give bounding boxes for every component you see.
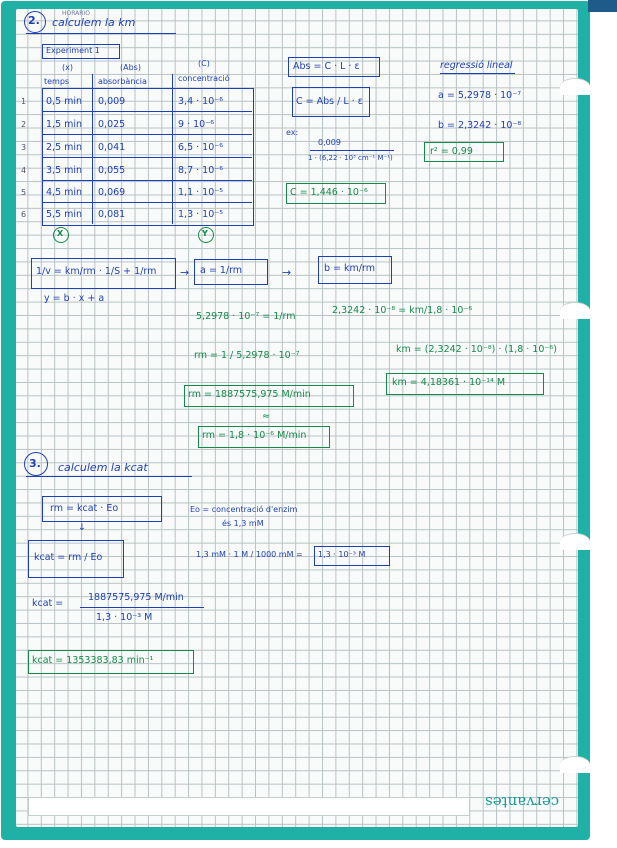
binder-hole (560, 78, 590, 95)
cell-conc: 1,1 · 10⁻⁵ (178, 187, 224, 198)
cell-temps: 4,5 min (46, 187, 83, 198)
binder-hole (560, 302, 590, 319)
col-letter-abs: (Abs) (120, 63, 141, 72)
eo-value: és 1,3 mM (222, 519, 264, 528)
cell-abs: 0,055 (98, 165, 126, 176)
header-concentration: concentració (178, 74, 230, 83)
c-formula: C = Abs / L · ε (296, 96, 363, 107)
kcat-calc-denominator: 1,3 · 10⁻³ M (96, 612, 153, 623)
r2-value: r² = 0,99 (430, 146, 473, 157)
table-row-divider (42, 111, 252, 112)
rm-result: rm = 1887575,975 M/min (188, 389, 311, 400)
cell-abs: 0,069 (98, 187, 126, 198)
row-number: 2 (21, 120, 27, 129)
km-result: km = 4,18361 · 10⁻¹⁴ M (392, 377, 506, 388)
cell-abs: 0,009 (98, 96, 126, 107)
cell-abs: 0,041 (98, 142, 126, 153)
b-substitution: 2,3242 · 10⁻⁸ = km/1,8 · 10⁻⁶ (332, 305, 473, 316)
eo-definition: Eo = concentració d'enzim (190, 505, 298, 514)
cell-conc: 6,5 · 10⁻⁶ (178, 142, 224, 153)
section-3-number: 3. (29, 457, 41, 470)
row-number: 6 (21, 210, 27, 219)
table-row-divider (42, 157, 252, 158)
kcat-formula: kcat = rm / Eo (34, 552, 103, 563)
fraction-bar (310, 150, 394, 151)
a-substitution: 5,2978 · 10⁻⁷ = 1/rm (196, 311, 296, 322)
cell-conc: 1,3 · 10⁻⁵ (178, 209, 224, 220)
linear-equation: y = b · x + a (44, 293, 105, 304)
down-arrow-icon: ↓ (78, 522, 86, 533)
b-value: b = 2,3242 · 10⁻⁸ (438, 120, 522, 131)
brand-logo: cervantes (485, 793, 560, 811)
section-3-title: calculem la kcat (58, 461, 148, 474)
kcat-result: kcat = 1353383,83 min⁻¹ (32, 655, 154, 666)
fraction-bar (80, 607, 204, 608)
cell-conc: 8,7 · 10⁻⁶ (178, 165, 224, 176)
a-definition: a = 1/rm (200, 265, 243, 276)
rm-calculation: rm = 1 / 5,2978 · 10⁻⁷ (194, 350, 300, 361)
binder-hole (560, 756, 590, 773)
stamp-text: HORARIO (62, 10, 90, 17)
km-calculation: km = (2,3242 · 10⁻⁸) · (1,8 · 10⁻⁶) (396, 344, 557, 355)
corner-tab (588, 0, 617, 12)
row-number: 1 (21, 97, 27, 106)
col-letter-c: (C) (198, 59, 210, 68)
cell-temps: 5,5 min (46, 209, 83, 220)
c-example-numerator: 0,009 (318, 138, 341, 147)
header-temps: temps (44, 77, 70, 86)
title-underline (26, 476, 192, 477)
c-example-denominator: 1 · (6,22 · 10³ cm⁻¹ M⁻¹) (308, 154, 393, 162)
cell-temps: 1,5 min (46, 119, 83, 130)
b-definition: b = km/rm (324, 263, 375, 274)
c-result: C = 1,446 · 10⁻⁶ (290, 187, 368, 198)
header-absorbance: absorbància (98, 77, 147, 86)
cell-temps: 2,5 min (46, 142, 83, 153)
regression-label: regressió lineal (440, 60, 513, 71)
section-2-title: calculem la km (52, 16, 136, 29)
table-row-divider (42, 180, 252, 181)
x-mark: X (57, 229, 64, 238)
cell-temps: 0,5 min (46, 96, 83, 107)
eo-result: 1,3 · 10⁻³ M (318, 550, 366, 559)
y-mark: Y (202, 229, 208, 238)
binder-hole (560, 533, 590, 550)
cell-conc: 9 · 10⁻⁶ (178, 119, 215, 130)
title-underline (26, 33, 176, 34)
arrow-icon: → (282, 266, 292, 279)
regression-underline (440, 73, 515, 74)
rm-approx: rm = 1,8 · 10⁻⁶ M/min (202, 430, 307, 441)
a-value: a = 5,2978 · 10⁻⁷ (438, 90, 522, 101)
kcat-calc-numerator: 1887575,975 M/min (88, 592, 184, 603)
eo-conversion: 1,3 mM · 1 M / 1000 mM = (196, 550, 303, 559)
row-number: 3 (21, 143, 27, 152)
cell-conc: 3,4 · 10⁻⁶ (178, 96, 224, 107)
section-2-number: 2. (28, 14, 40, 27)
cell-abs: 0,025 (98, 119, 126, 130)
row-number: 5 (21, 188, 27, 197)
rm-kcat-formula: rm = kcat · Eo (50, 503, 119, 514)
experiment-label: Experiment 1 (46, 46, 100, 55)
approx-sign: ≈ (262, 411, 270, 422)
beer-law-formula: Abs = C · L · ε (293, 61, 360, 72)
lineweaver-equation: 1/v = km/rm · 1/S + 1/rm (36, 266, 157, 277)
cell-temps: 3,5 min (46, 165, 83, 176)
kcat-calc-label: kcat = (32, 598, 64, 609)
table-row-divider (42, 202, 252, 203)
cell-abs: 0,081 (98, 209, 126, 220)
row-number: 4 (21, 166, 27, 175)
footer-bar (28, 797, 470, 816)
table-row-divider (42, 134, 252, 135)
col-letter-x: (x) (62, 63, 73, 72)
example-label: ex: (286, 128, 299, 137)
arrow-icon: → (180, 266, 190, 279)
